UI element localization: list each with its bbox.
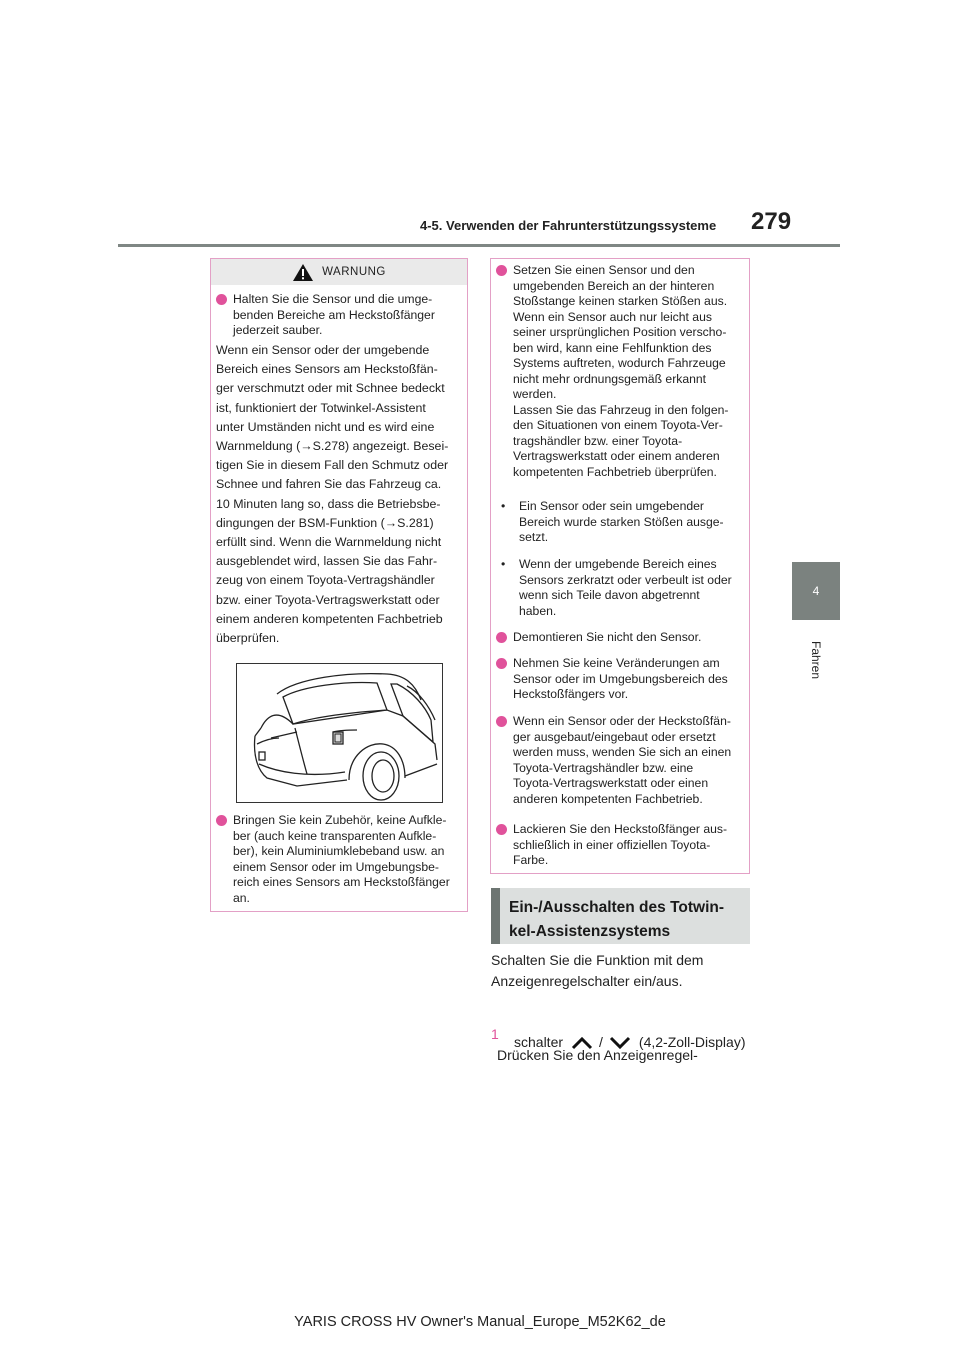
right-bullet-4: [496, 714, 746, 807]
footer-manual-id: YARIS CROSS HV Owner's Manual_Europe_M52K62_de: [294, 1314, 666, 1330]
bullet-dot-icon: [216, 294, 227, 305]
page-number: 279: [751, 208, 792, 235]
right-sub-2: [501, 557, 746, 619]
warning-header: [211, 259, 467, 285]
bullet-dot-icon: [496, 716, 507, 727]
chapter-tab: [792, 562, 840, 620]
right-bullet-1-text: Setzen Sie einen Sensor und den umgebenden Bereich an der hinteren Stoßstange keinen starken Stößen aus. Wenn ein Sensor auch nur leicht aus seiner ursprünglichen Position verscho- ben wird, kann eine Fehlfunktion des Systems auftreten, wodurch Fahrzeuge nicht mehr ordnungsgemäß erkannt werden. Lassen Sie das Fahrzeug in den folgen- den Situationen von einem Toyota-Ver- tragshändler bzw. einer Toyota- Vertragswerkstatt oder einem anderen kompetenten Fachbetrieb überprüfen.: [513, 263, 729, 479]
right-bullet-5-text: Lackieren Sie den Heckstoßfänger aus- schließlich in einer offiziellen Toyota- Farbe.: [513, 822, 728, 867]
right-sub-1: [501, 499, 746, 546]
bullet-dot-icon: [496, 632, 507, 643]
step-1-separator: /: [599, 1034, 603, 1050]
section-heading: Ein-/Ausschalten des Totwin- kel-Assistenzsystems: [491, 888, 750, 944]
bullet-dot-icon: [496, 265, 507, 276]
section-title: 4-5. Verwenden der Fahrunterstützungssysteme: [420, 218, 717, 233]
right-bullet-2-text: Demontieren Sie nicht den Sensor.: [513, 630, 702, 644]
warning-box-continued: [490, 258, 750, 874]
step-number: 1: [491, 1026, 499, 1042]
right-bullet-2: [496, 630, 746, 646]
step-1-switch-word: schalter: [514, 1034, 564, 1050]
chapter-label: [786, 630, 846, 690]
right-bullet-1: [496, 263, 746, 480]
vehicle-rear-illustration: [236, 663, 443, 803]
warning-bullet-2-text: Bringen Sie kein Zubehör, keine Aufkle- ber (auch keine transparenten Aufkle- ber), kein Aluminiumklebeband usw. an einem Sensor oder im Umgebungsbe- reich eines Sensors am Heckstoßfänger an.: [233, 813, 450, 905]
step-1-line-1: Drücken Sie den Anzeigenregel-: [497, 1047, 698, 1063]
right-bullet-4-text: Wenn ein Sensor oder der Heckstoßfän- ger ausgebaut/eingebaut oder ersetzt werden muss, wenden Sie sich an einen Toyota-Vertragshändler bzw. eine Toyota-Vertragswerkstatt oder einen anderen kompetenten Fachbetrieb.: [513, 714, 732, 806]
warning-paragraph: Wenn ein Sensor oder der umgebende Bereich eines Sensors am Heckstoßfän- ger verschmutzt oder mit Schnee bedeckt ist, funktioniert der Totwinkel-Assistent unter Umständen nicht und es wird eine Warnmeldung (→S.278) angezeigt. Besei- tigen Sie in diesem Fall den Schmutz oder Schnee und fahren Sie das Fahrzeug ca. 10 Minuten lang so, dass die Betriebsbe- dingungen der BSM-Funktion (→S.281) erfüllt sind. Wenn die Warnmeldung nicht ausgeblendet wird, lassen Sie das Fahr- zeug von einem Toyota-Vertragshändler bzw. einer Toyota-Vertragswerkstatt oder einem anderen kompetenten Fachbetrieb überprüfen.: [216, 343, 449, 646]
chevron-down-icon: [609, 1036, 631, 1050]
section-intro: Schalten Sie die Funktion mit dem Anzeigenregelschalter ein/aus.: [491, 952, 704, 989]
chapter-number: 4: [812, 584, 820, 598]
car-rear-icon: [237, 664, 442, 802]
step-1-display-note: (4,2-Zoll-Display): [638, 1034, 746, 1050]
right-bullet-3-text: Nehmen Sie keine Veränderungen am Sensor oder im Umgebungsbereich des Heckstoßfängers vor.: [513, 656, 728, 701]
bullet-dot-icon: [216, 815, 227, 826]
bullet-dot-icon: [496, 824, 507, 835]
warning-bullet-2: [216, 813, 464, 906]
sub-bullet-marker: •: [501, 557, 506, 571]
warning-box: [210, 258, 468, 912]
warning-title: WARNUNG: [322, 266, 386, 278]
header-rule: [118, 244, 840, 247]
chevron-up-icon: [571, 1036, 593, 1050]
right-sub-1-text: Ein Sensor oder sein umgebender Bereich wurde starken Stößen ausge- setzt.: [519, 499, 724, 544]
warning-bullet-1-text: Halten Sie die Sensor und die umge- benden Bereiche am Heckstoßfänger jederzeit sauber.: [233, 292, 435, 337]
warning-triangle-icon: [292, 263, 314, 282]
sub-bullet-marker: •: [501, 499, 506, 513]
step-1-line-2: [514, 1032, 764, 1053]
warning-bullet-1: [216, 292, 464, 339]
right-bullet-5: [496, 822, 746, 869]
right-bullet-3: [496, 656, 746, 703]
right-sub-2-text: Wenn der umgebende Bereich eines Sensors zerkratzt oder verbeult ist oder wenn sich Teile davon abgetrennt haben.: [519, 557, 732, 618]
chapter-label-text: Fahren: [809, 640, 823, 680]
bullet-dot-icon: [496, 658, 507, 669]
